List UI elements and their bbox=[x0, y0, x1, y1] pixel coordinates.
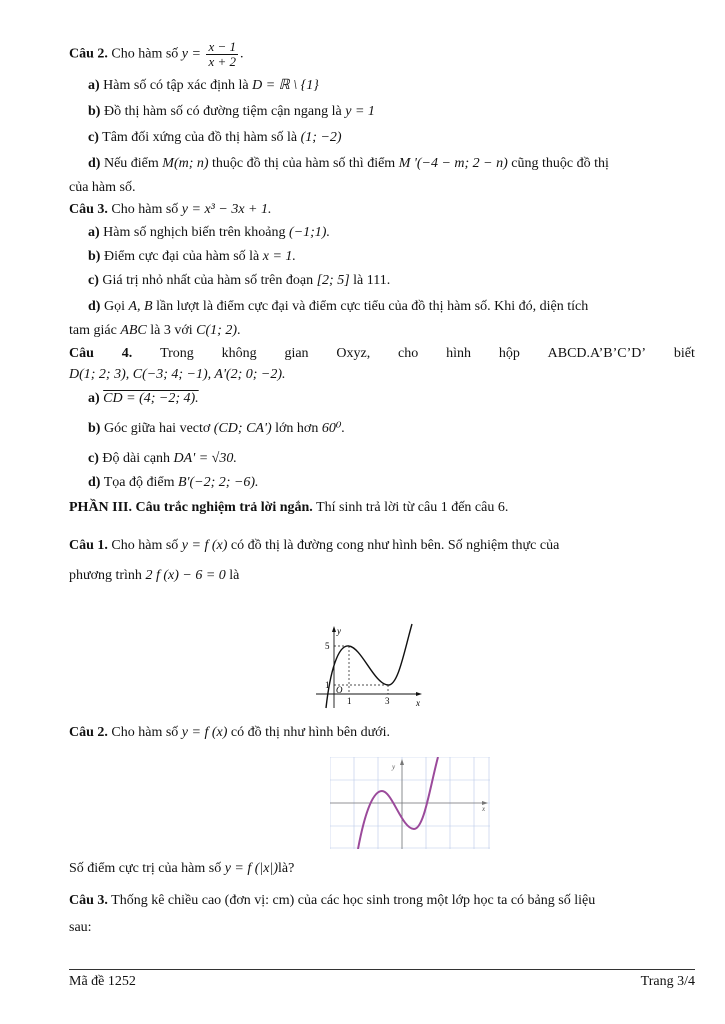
s1-stem bbox=[69, 537, 695, 555]
x-axis-arrow-icon bbox=[416, 692, 422, 696]
q3-a bbox=[88, 224, 695, 242]
q2-d-text1: Nếu điểm bbox=[103, 156, 159, 171]
q4-b-label: b) bbox=[88, 421, 101, 436]
s1-head: Câu 1. bbox=[69, 538, 108, 553]
q4-word: gian bbox=[284, 346, 309, 361]
q3-d-text1: Gọi bbox=[103, 299, 125, 314]
s2-stem bbox=[69, 724, 695, 742]
q4-a-label: a) bbox=[88, 391, 100, 406]
q2-intro: Cho hàm số bbox=[111, 46, 179, 62]
q2-a-label: a) bbox=[88, 78, 100, 93]
q3-intro: Cho hàm số bbox=[111, 202, 179, 217]
s3-stem bbox=[69, 892, 695, 910]
q4-d-label: d) bbox=[88, 475, 101, 490]
q2-d-math2: M '(−4 − m; 2 − n) bbox=[398, 156, 508, 171]
q3-d-cont-math2: C(1; 2) bbox=[196, 323, 237, 338]
s2-question-math: y = f (|x|) bbox=[224, 861, 279, 876]
q3-c-label: c) bbox=[88, 273, 99, 288]
q3-d-cont3: . bbox=[237, 323, 241, 338]
q2-denominator: x + 2 bbox=[208, 54, 237, 69]
q3-a-math: (−1;1). bbox=[289, 225, 330, 240]
y-tick-label: 5 bbox=[325, 641, 330, 651]
q2-c-label: c) bbox=[88, 130, 99, 145]
x-axis-label: x bbox=[482, 805, 486, 813]
y-tick-label: 1 bbox=[325, 680, 330, 690]
s2-head: Câu 2. bbox=[69, 725, 108, 740]
y-axis-label: y bbox=[337, 626, 341, 636]
q2-d bbox=[88, 155, 695, 173]
s2-graph bbox=[330, 757, 490, 849]
q3-d-math1: A, B bbox=[128, 299, 153, 314]
q3-c-text: Giá trị nhỏ nhất của hàm số trên đoạn bbox=[102, 273, 314, 288]
origin-label: O bbox=[336, 685, 343, 695]
q4-b-text: Góc giữa hai vectơ bbox=[103, 421, 211, 436]
q2-b bbox=[88, 103, 695, 121]
x-tick-label: 1 bbox=[347, 696, 352, 706]
q2-numerator: x − 1 bbox=[208, 39, 237, 54]
q2-d-text3: cũng thuộc đồ thị bbox=[511, 156, 609, 171]
q3-d-cont1: tam giác bbox=[69, 323, 117, 338]
q3-d-continuation bbox=[69, 322, 695, 340]
q2-d-math1: M(m; n) bbox=[162, 156, 209, 171]
q4-word: biết bbox=[673, 346, 695, 361]
q3-d-label: d) bbox=[88, 299, 101, 314]
s1-continuation bbox=[69, 567, 695, 585]
q4-b-text2: lớn hơn bbox=[275, 421, 319, 436]
s2-question-end: là? bbox=[278, 861, 295, 876]
q4-a bbox=[88, 390, 695, 408]
q4-word: 4. bbox=[121, 346, 133, 361]
q3-c bbox=[88, 272, 695, 290]
q2-b-label: b) bbox=[88, 104, 101, 119]
q4-word: Oxyz, bbox=[336, 346, 371, 361]
q4-word: cho bbox=[398, 346, 419, 361]
q3-stem bbox=[69, 201, 695, 219]
q2-b-math: y = 1 bbox=[345, 104, 375, 119]
s1-graph bbox=[312, 622, 424, 710]
y-axis-label: y bbox=[392, 763, 396, 771]
q4-c-text: Độ dài cạnh bbox=[102, 451, 171, 466]
q4-word: không bbox=[221, 346, 257, 361]
s2-intro: Cho hàm số bbox=[111, 725, 179, 740]
q3-a-label: a) bbox=[88, 225, 100, 240]
q3-b-text: Điểm cực đại của hàm số là bbox=[103, 249, 260, 264]
q4-word: Câu bbox=[69, 346, 94, 361]
q2-fraction bbox=[206, 40, 238, 69]
s1-cont: phương trình bbox=[69, 568, 142, 583]
q3-b bbox=[88, 248, 695, 266]
q2-a-math: D = ℝ \ {1} bbox=[252, 78, 319, 93]
footer-divider bbox=[69, 969, 695, 970]
q4-d bbox=[88, 474, 695, 492]
q4-b-math2: 60⁰. bbox=[321, 421, 345, 436]
x-tick-label: 3 bbox=[385, 696, 390, 706]
q3-a-text: Hàm số nghịch biến trên khoảng bbox=[103, 225, 286, 240]
q4-c-math: DA' = √30. bbox=[173, 451, 237, 466]
q2-c bbox=[88, 129, 695, 147]
q2-stem bbox=[69, 40, 695, 69]
part3-heading bbox=[69, 499, 695, 517]
s1-text: có đồ thị là đường cong như hình bên. Số nghiệm thực của bbox=[230, 538, 560, 553]
s2-question bbox=[69, 860, 695, 878]
q2-end: . bbox=[240, 46, 244, 62]
q3-d-cont2: là 3 với bbox=[150, 323, 193, 338]
page-number: Trang 3/4 bbox=[640, 974, 695, 989]
q4-c bbox=[88, 450, 695, 468]
q3-head: Câu 3. bbox=[69, 202, 108, 217]
q4-b-math: (CD; CA') bbox=[213, 421, 272, 436]
q4-stem bbox=[69, 345, 695, 363]
part3-head: PHẦN III. Câu trắc nghiệm trả lời ngắn. bbox=[69, 500, 313, 515]
q3-d-cont-math1: ABC bbox=[120, 323, 147, 338]
s1-cont-math: 2 f (x) − 6 = 0 bbox=[145, 568, 226, 583]
q4-points bbox=[69, 366, 695, 384]
y-axis-arrow-icon bbox=[332, 626, 336, 632]
part3-text: Thí sinh trả lời từ câu 1 đến câu 6. bbox=[316, 500, 509, 515]
q4-c-label: c) bbox=[88, 451, 99, 466]
q3-c-text2: là 111. bbox=[353, 273, 391, 288]
s3-continuation: sau: bbox=[69, 920, 92, 935]
q2-c-text: Tâm đối xứng của đồ thị hàm số là bbox=[102, 130, 298, 145]
s3-head: Câu 3. bbox=[69, 893, 108, 908]
s1-intro: Cho hàm số bbox=[111, 538, 179, 553]
q4-word: Trong bbox=[160, 346, 194, 361]
q4-points-math: D(1; 2; 3), C(−3; 4; −1), A'(2; 0; −2). bbox=[69, 367, 286, 382]
q2-c-math: (1; −2) bbox=[300, 130, 342, 145]
q3-c-math: [2; 5] bbox=[316, 273, 350, 288]
q2-head: Câu 2. bbox=[69, 46, 108, 62]
q4-b bbox=[88, 420, 695, 438]
y-axis-arrow-icon bbox=[400, 759, 404, 765]
s2-question-text: Số điểm cực trị của hàm số bbox=[69, 861, 222, 876]
q2-a bbox=[88, 77, 695, 95]
s2-math: y = f (x) bbox=[181, 725, 228, 740]
x-axis-label: x bbox=[416, 698, 420, 708]
q2-a-text: Hàm số có tập xác định là bbox=[103, 78, 249, 93]
q3-b-label: b) bbox=[88, 249, 101, 264]
curve bbox=[326, 624, 412, 708]
q3-d bbox=[88, 298, 695, 316]
s3-text: Thống kê chiều cao (đơn vị: cm) của các học sinh trong một lớp học ta có bảng số liệu bbox=[111, 893, 596, 908]
q3-b-math: x = 1. bbox=[262, 249, 296, 264]
q4-word: hộp bbox=[498, 346, 520, 361]
q2-d-continuation: của hàm số. bbox=[69, 180, 136, 195]
q2-yeq: y = bbox=[181, 46, 201, 62]
q3-math: y = x³ − 3x + 1. bbox=[181, 202, 272, 217]
q2-d-text2: thuộc đồ thị của hàm số thì điểm bbox=[212, 156, 396, 171]
q2-b-text: Đồ thị hàm số có đường tiệm cận ngang là bbox=[103, 104, 342, 119]
q4-word: hình bbox=[446, 346, 471, 361]
q3-d-text2: lần lượt là điểm cực đại và điểm cực tiểu của đồ thị hàm số. Khi đó, diện tích bbox=[156, 299, 589, 314]
q4-word: ABCD.A’B’C’D’ bbox=[547, 346, 647, 361]
s2-text: có đồ thị như hình bên dưới. bbox=[230, 725, 390, 740]
q2-d-label: d) bbox=[88, 156, 101, 171]
q4-d-math: B'(−2; 2; −6). bbox=[177, 475, 259, 490]
s1-cont2: là bbox=[229, 568, 240, 583]
exam-code: Mã đề 1252 bbox=[69, 974, 136, 989]
q4-d-text: Tọa độ điểm bbox=[103, 475, 175, 490]
q4-a-math: CD = (4; −2; 4). bbox=[103, 391, 199, 406]
s1-math: y = f (x) bbox=[181, 538, 228, 553]
